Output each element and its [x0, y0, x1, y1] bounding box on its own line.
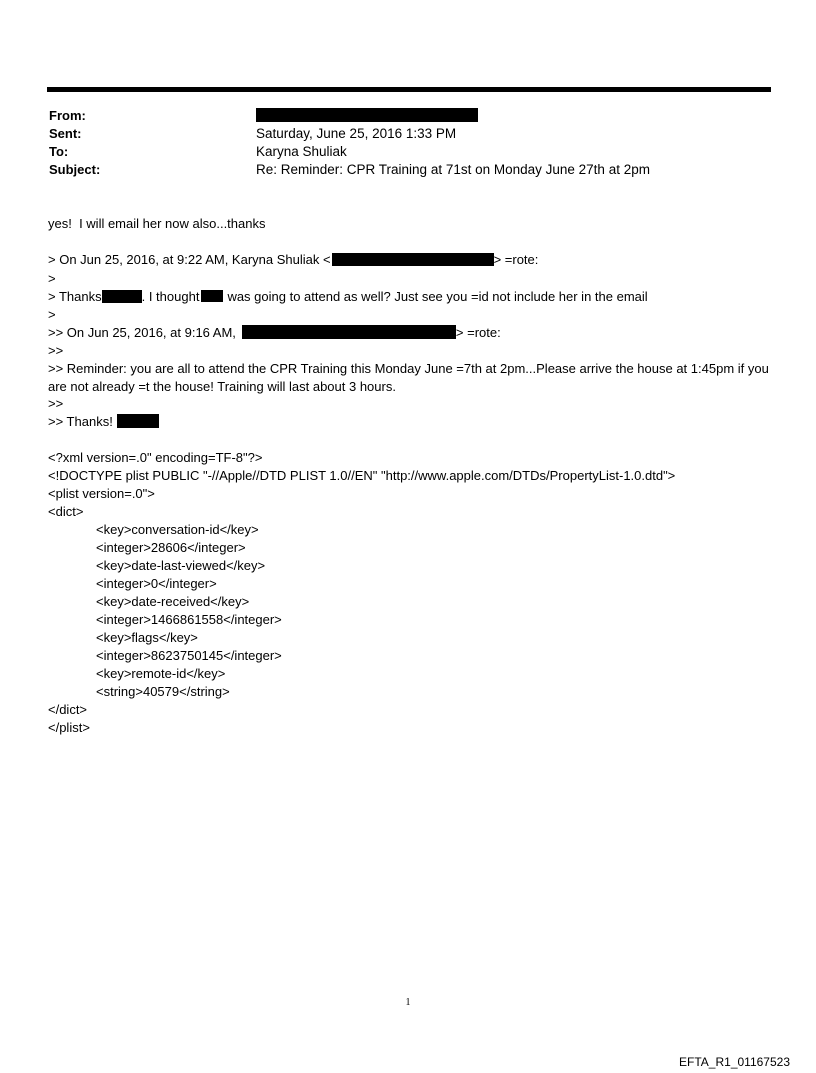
xml-entry: <integer>28606</integer> [96, 540, 246, 555]
xml-entry: <string>40579</string> [96, 684, 230, 699]
xml-declaration: <?xml version=.0" encoding=TF-8"?> [48, 450, 263, 465]
to-label: To: [49, 144, 69, 159]
xml-entry: <key>date-last-viewed</key> [96, 558, 266, 573]
header-rule [47, 87, 771, 92]
sent-label: Sent: [49, 126, 82, 141]
quote-line-5-a: >> On Jun 25, 2016, at 9:16 AM, [48, 325, 236, 340]
quote-line-3-c: was going to attend as well? Just see you =id not include her in the email [227, 289, 648, 304]
xml-entry: <integer>0</integer> [96, 576, 217, 591]
xml-entry: <integer>8623750145</integer> [96, 648, 282, 663]
xml-plist-open: <plist version=.0"> [48, 486, 155, 501]
quote-line-3-a: > Thanks [48, 289, 102, 304]
subject-label: Subject: [49, 162, 101, 177]
name-redaction-2 [201, 290, 223, 302]
quote-line-8: >> [48, 396, 64, 411]
sender-redaction [242, 325, 456, 339]
xml-dict-open: <dict> [48, 504, 84, 519]
quote-line-9-a: >> Thanks! [48, 414, 113, 429]
page-number: 1 [405, 997, 411, 1008]
quote-line-9 [48, 414, 159, 430]
quote-line-6: >> [48, 343, 64, 358]
quote-line-7: >> Reminder: you are all to attend the CPR Training this Monday June =7th at 2pm...Please arrive the house at 1:45pm if you are not already =t the house! Training will last about 3 hours. [48, 361, 769, 394]
quote-line-1 [48, 252, 538, 268]
xml-entry: <key>flags</key> [96, 630, 198, 645]
xml-entry: <key>date-received</key> [96, 594, 250, 609]
xml-entry: <key>remote-id</key> [96, 666, 226, 681]
xml-doctype: <!DOCTYPE plist PUBLIC "-//Apple//DTD PLIST 1.0//EN" "http://www.apple.com/DTDs/PropertyList-1.0.dtd"> [48, 468, 676, 483]
xml-plist-close: </plist> [48, 720, 90, 735]
quote-line-2: > [48, 271, 56, 286]
from-redaction [256, 108, 478, 122]
reply-text: yes! I will email her now also...thanks [48, 216, 266, 231]
from-label: From: [49, 108, 86, 123]
quote-line-4: > [48, 307, 56, 322]
quote-line-3 [48, 289, 648, 305]
quote-line-5-b: > =rote: [455, 325, 501, 340]
to-value: Karyna Shuliak [256, 144, 347, 159]
xml-entry: <key>conversation-id</key> [96, 522, 259, 537]
xml-dict-close: </dict> [48, 702, 88, 717]
quote-line-1-a: > On Jun 25, 2016, at 9:22 AM, Karyna Shuliak < [48, 252, 331, 267]
xml-entry: <integer>1466861558</integer> [96, 612, 282, 627]
email-redaction [332, 253, 494, 266]
quote-line-1-b: > =rote: [493, 252, 539, 267]
quote-line-5 [48, 325, 501, 341]
bates-number: EFTA_R1_01167523 [679, 1055, 790, 1069]
name-redaction [102, 290, 142, 303]
sent-value: Saturday, June 25, 2016 1:33 PM [256, 126, 457, 141]
subject-value: Re: Reminder: CPR Training at 71st on Monday June 27th at 2pm [256, 162, 650, 177]
signature-redaction [117, 414, 159, 428]
quote-line-3-b: . I thought [141, 289, 200, 304]
